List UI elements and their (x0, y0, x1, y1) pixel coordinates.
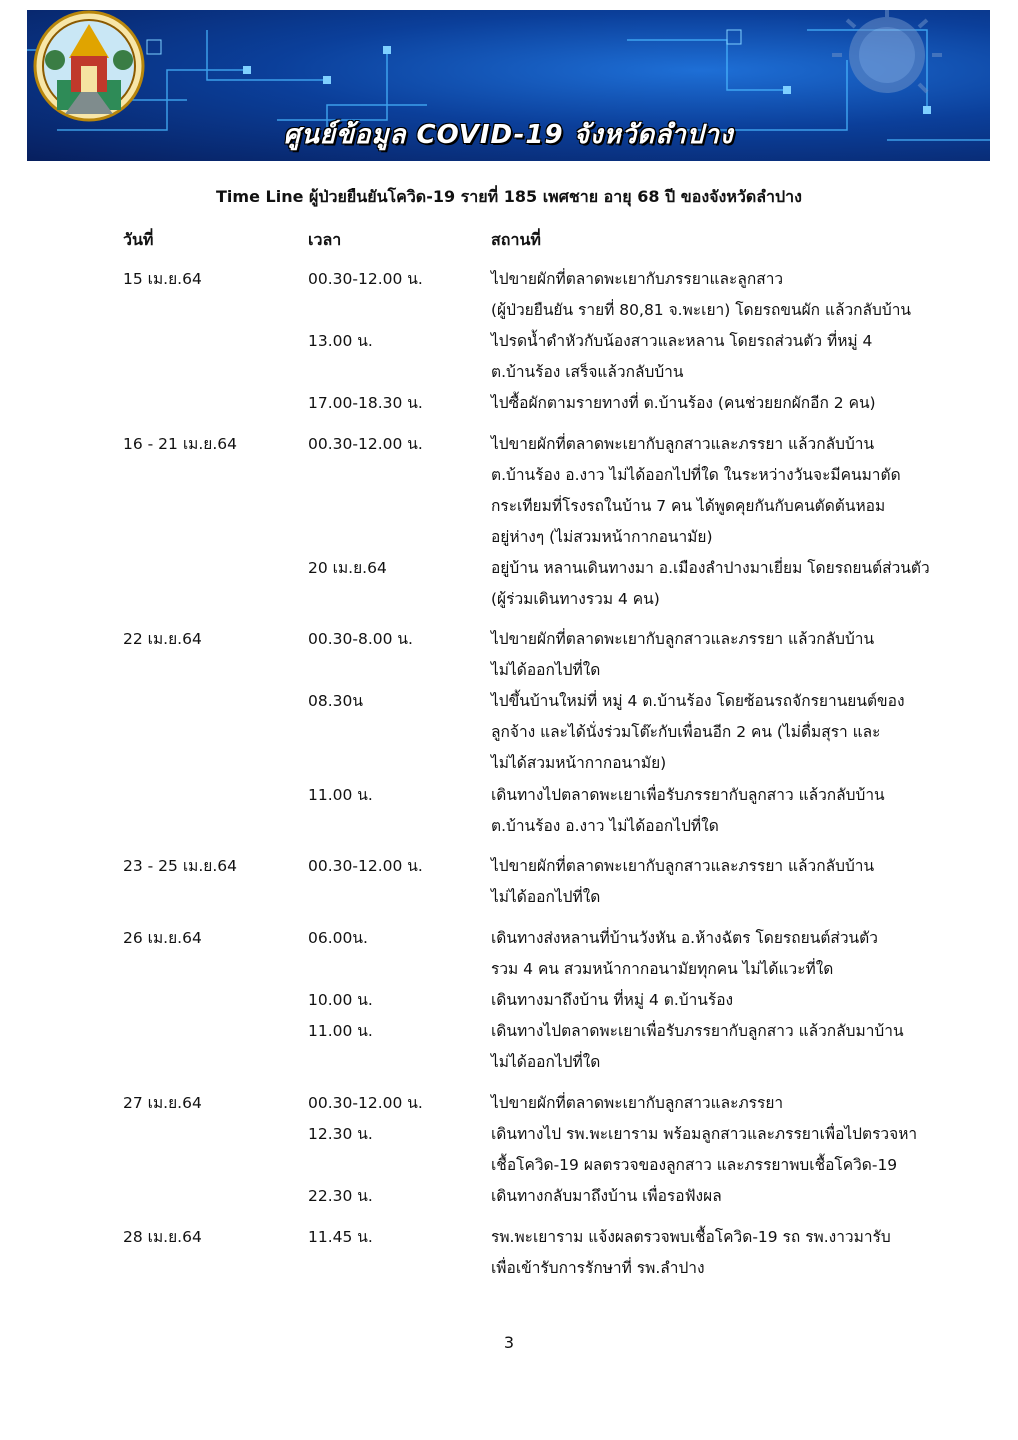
row-place (491, 1119, 917, 1181)
row-time: 06.00น. (308, 929, 368, 947)
row-place-line: รวม 4 คน สวมหน้ากากอนามัยทุกคน ไม่ได้แวะที่ใด (491, 960, 834, 978)
row-place-line: อยู่ห่างๆ (ไม่สวมหน้ากากอนามัย) (491, 528, 713, 546)
row-date: 26 เม.ย.64 (123, 929, 202, 947)
row-place-line: เดินทางมาถึงบ้าน ที่หมู่ 4 ต.บ้านร้อง (491, 991, 734, 1009)
row-place-line: เดินทางไป รพ.พะเยาราม พร้อมลูกสาวและภรรยาเพื่อไปตรวจหา (491, 1125, 918, 1143)
row-place (491, 1181, 722, 1212)
row-place (491, 1016, 904, 1078)
row-place (491, 851, 874, 913)
row-place-line: ไปขึ้นบ้านใหม่ที่ หมู่ 4 ต.บ้านร้อง โดยซ้อนรถจักรยานยนต์ของ (491, 692, 905, 710)
header-place: สถานที่ (491, 230, 541, 249)
row-place-line: ไม่ได้สวมหน้ากากอนามัย) (491, 754, 667, 772)
row-time: 17.00-18.30 น. (308, 394, 423, 412)
row-time: 11.00 น. (308, 786, 373, 804)
row-place-line: เพื่อเข้ารับการรักษาที่ รพ.ลำปาง (491, 1259, 705, 1277)
row-place (491, 388, 876, 419)
row-place (491, 553, 930, 615)
row-place-line: ต.บ้านร้อง อ.งาว ไม่ได้ออกไปที่ใด ในระหว่างวันจะมีคนมาตัด (491, 466, 901, 484)
row-place-line: ต.บ้านร้อง เสร็จแล้วกลับบ้าน (491, 363, 684, 381)
row-place (491, 1222, 891, 1284)
row-place-line: เดินทางกลับมาถึงบ้าน เพื่อรอฟังผล (491, 1187, 722, 1205)
row-date: 15 เม.ย.64 (123, 270, 202, 288)
row-time: 22.30 น. (308, 1187, 373, 1205)
document-title: Time Line ผู้ป่วยยืนยันโควิด-19 รายที่ 185 เพศชาย อายุ 68 ปี ของจังหวัดลำปาง (216, 187, 802, 206)
header-time: เวลา (308, 230, 342, 249)
header-date: วันที่ (123, 230, 154, 249)
row-time: 13.00 น. (308, 332, 373, 350)
row-date: 23 - 25 เม.ย.64 (123, 857, 237, 875)
row-place-line: ไปขายผักที่ตลาดพะเยากับลูกสาวและภรรยา แล้วกลับบ้าน (491, 857, 875, 875)
row-place-line: (ผู้ป่วยยืนยัน รายที่ 80,81 จ.พะเยา) โดยรถขนผัก แล้วกลับบ้าน (491, 301, 912, 319)
row-place-line: (ผู้ร่วมเดินทางรวม 4 คน) (491, 590, 660, 608)
row-time: 08.30น (308, 692, 363, 710)
row-place-line: ไม่ได้ออกไปที่ใด (491, 888, 601, 906)
row-place (491, 429, 901, 553)
row-place (491, 686, 905, 779)
row-place (491, 923, 878, 985)
row-place-line: ลูกจ้าง และได้นั่งร่วมโต๊ะกับเพื่อนอีก 2 คน (ไม่ดื่มสุรา และ (491, 723, 881, 741)
row-date: 16 - 21 เม.ย.64 (123, 435, 237, 453)
row-time: 11.45 น. (308, 1228, 373, 1246)
row-place-line: ต.บ้านร้อง อ.งาว ไม่ได้ออกไปที่ใด (491, 817, 719, 835)
row-place (491, 326, 872, 388)
banner-title: ศูนย์ข้อมูล COVID-19 จังหวัดลำปาง (283, 120, 734, 150)
row-date: 27 เม.ย.64 (123, 1094, 202, 1112)
row-place (491, 780, 885, 842)
row-place-line: ไปขายผักที่ตลาดพะเยากับลูกสาวและภรรยา แล้วกลับบ้าน (491, 435, 875, 453)
row-place-line: เดินทางไปตลาดพะเยาเพื่อรับภรรยากับลูกสาว แล้วกลับบ้าน (491, 786, 885, 804)
row-time: 00.30-12.00 น. (308, 435, 423, 453)
row-place-line: เชื้อโควิด-19 ผลตรวจของลูกสาว และภรรยาพบเชื้อโควิด-19 (491, 1156, 898, 1174)
row-place-line: เดินทางส่งหลานที่บ้านวังหัน อ.ห้างฉัตร โดยรถยนต์ส่วนตัว (491, 929, 878, 947)
row-place-line: กระเทียมที่โรงรถในบ้าน 7 คน ได้พูดคุยกันกับคนตัดต้นหอม (491, 497, 886, 515)
row-place (491, 264, 911, 326)
header-banner (27, 10, 990, 161)
row-time: 00.30-8.00 น. (308, 630, 413, 648)
row-place (491, 1088, 783, 1119)
provincial-seal-emblem (27, 10, 151, 122)
row-time: 12.30 น. (308, 1125, 373, 1143)
row-place (491, 624, 874, 686)
row-place (491, 985, 733, 1016)
row-place-line: ไปซื้อผักตามรายทางที่ ต.บ้านร้อง (คนช่วยยกผักอีก 2 คน) (491, 394, 876, 412)
row-time: 00.30-12.00 น. (308, 857, 423, 875)
row-time: 00.30-12.00 น. (308, 270, 423, 288)
row-time: 10.00 น. (308, 991, 373, 1009)
row-time: 11.00 น. (308, 1022, 373, 1040)
row-date: 22 เม.ย.64 (123, 630, 202, 648)
row-place-line: เดินทางไปตลาดพะเยาเพื่อรับภรรยากับลูกสาว แล้วกลับมาบ้าน (491, 1022, 904, 1040)
virus-icon (832, 10, 942, 93)
row-place-line: ไปขายผักที่ตลาดพะเยากับลูกสาวและภรรยา แล้วกลับบ้าน (491, 630, 875, 648)
row-place-line: อยู่บ้าน หลานเดินทางมา อ.เมืองลำปางมาเยี่ยม โดยรถยนต์ส่วนตัว (491, 559, 930, 577)
row-time: 00.30-12.00 น. (308, 1094, 423, 1112)
row-place-line: ไปรดน้ำดำหัวกับน้องสาวและหลาน โดยรถส่วนตัว ที่หมู่ 4 (491, 332, 873, 350)
row-place-line: ไม่ได้ออกไปที่ใด (491, 661, 601, 679)
row-place-line: ไปขายผักที่ตลาดพะเยากับลูกสาวและภรรยา (491, 1094, 784, 1112)
page-number: 3 (503, 1333, 515, 1352)
row-place-line: รพ.พะเยาราม แจ้งผลตรวจพบเชื้อโควิด-19 รถ รพ.งาวมารับ (491, 1228, 891, 1246)
row-time: 20 เม.ย.64 (308, 559, 387, 577)
row-date: 28 เม.ย.64 (123, 1228, 202, 1246)
row-place-line: ไม่ได้ออกไปที่ใด (491, 1053, 601, 1071)
row-place-line: ไปขายผักที่ตลาดพะเยากับภรรยาและลูกสาว (491, 270, 784, 288)
